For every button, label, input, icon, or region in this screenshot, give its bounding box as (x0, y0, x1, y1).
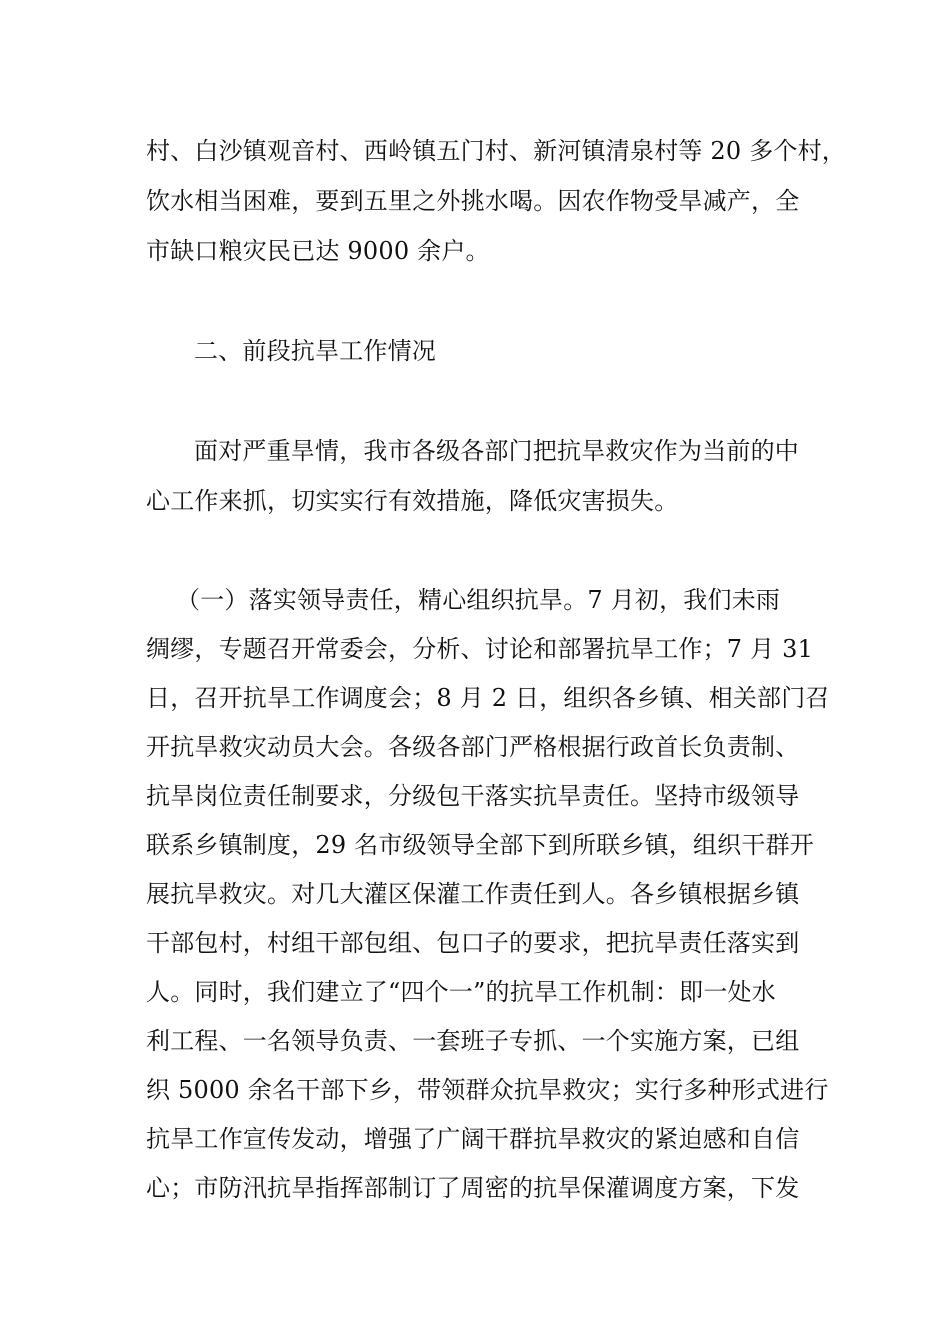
paragraph-line: 日，召开抗旱工作调度会；8 月 2 日，组织各乡镇、相关部门召 (146, 684, 830, 712)
paragraph-line: 人。同时，我们建立了“四个一”的抗旱工作机制：即一处水 (146, 978, 776, 1006)
paragraph-line: 开抗旱救灾动员大会。各级各部门严格根据行政首长负责制、 (146, 733, 800, 761)
paragraph-line: 饮水相当困难，要到五里之外挑水喝。因农作物受旱减产，全 (146, 187, 800, 215)
paragraph-line: 心工作来抓，切实实行有效措施，降低灾害损失。 (146, 487, 679, 515)
paragraph-line: 村、白沙镇观音村、西岭镇五门村、新河镇清泉村等 20 多个村， (146, 137, 846, 165)
paragraph-line: 抗旱工作宣传发动，增强了广阔干群抗旱救灾的紧迫感和自信 (146, 1125, 800, 1153)
section-heading: 二、前段抗旱工作情况 (194, 337, 436, 365)
paragraph-line: 绸缪，专题召开常委会，分析、讨论和部署抗旱工作；7 月 31 (146, 635, 814, 663)
paragraph-line: 联系乡镇制度，29 名市级领导全部下到所联乡镇，组织干群开 (146, 831, 814, 859)
paragraph-line: 干部包村，村组干部包组、包口子的要求，把抗旱责任落实到 (146, 929, 800, 957)
paragraph-line: 抗旱岗位责任制要求，分级包干落实抗旱责任。坚持市级领导 (146, 782, 800, 810)
paragraph-line: 面对严重旱情，我市各级各部门把抗旱救灾作为当前的中 (194, 437, 799, 465)
paragraph-line: 市缺口粮灾民已达 9000 余户。 (146, 237, 490, 265)
paragraph-line: 织 5000 余名干部下乡，带领群众抗旱救灾；实行多种形式进行 (146, 1076, 829, 1104)
paragraph-line: 利工程、一名领导负责、一套班子专抓、一个实施方案，已组 (146, 1027, 800, 1055)
paragraph-line: 心；市防汛抗旱指挥部制订了周密的抗旱保灌调度方案，下发 (146, 1174, 800, 1202)
paragraph-line: 展抗旱救灾。对几大灌区保灌工作责任到人。各乡镇根据乡镇 (146, 880, 800, 908)
subsection-first-line: （一）落实领导责任，精心组织抗旱。7 月初，我们未雨 (176, 586, 781, 614)
